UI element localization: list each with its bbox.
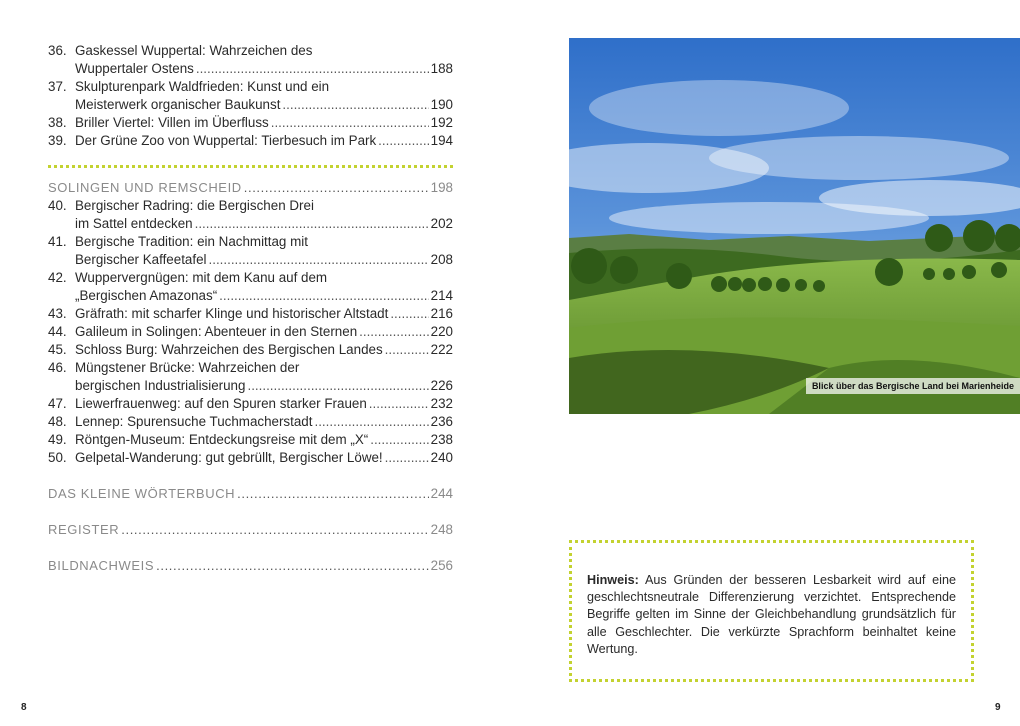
dot-leader xyxy=(237,485,428,503)
note-label: Hinweis: xyxy=(587,573,639,587)
entry-line xyxy=(48,96,453,114)
dot-leader xyxy=(209,251,429,269)
entry-line xyxy=(48,359,453,377)
section-title: SOLINGEN UND REMSCHEID xyxy=(48,180,242,195)
toc-entry[interactable] xyxy=(48,233,453,269)
page-ref: 216 xyxy=(430,306,453,321)
toc-entry[interactable] xyxy=(48,431,453,449)
section-title: DAS KLEINE WÖRTERBUCH xyxy=(48,486,236,501)
dot-leader xyxy=(370,431,428,449)
entry-title-line: Gelpetal-Wanderung: gut gebrüllt, Bergischer Löwe! xyxy=(75,450,383,465)
note-body: Aus Gründen der besseren Lesbarkeit wird auf eine geschlechtsneutrale Differenzierung verzichtet. Entsprechende Begriffe gelten im Sinne der Gleichbehandlung grundsätzlich für alle Geschlechter. Die verkürzte Sprachform beinhaltet keine Wertung. xyxy=(587,573,956,656)
entry-line xyxy=(48,215,453,233)
entry-title-line: Röntgen-Museum: Entdeckungsreise mit dem „X“ xyxy=(75,432,369,447)
note-text xyxy=(587,572,956,658)
section-title: BILDNACHWEIS xyxy=(48,558,155,573)
entry-line xyxy=(48,341,453,359)
entry-title-line: Liewerfrauenweg: auf den Spuren starker Frauen xyxy=(75,396,367,411)
toc-entries-solingen xyxy=(48,197,453,467)
entry-title-line: Gaskessel Wuppertal: Wahrzeichen des xyxy=(75,43,313,58)
page-ref: 232 xyxy=(430,396,453,411)
entry-title-line: bergischen Industrialisierung xyxy=(75,378,246,393)
entry-number: 42. xyxy=(48,270,67,285)
toc-entry[interactable] xyxy=(48,197,453,233)
entry-number: 40. xyxy=(48,198,67,213)
entry-line xyxy=(48,114,453,132)
entry-title-line: Bergische Tradition: ein Nachmittag mit xyxy=(75,234,308,249)
entry-line xyxy=(48,132,453,150)
landscape-illustration xyxy=(569,38,1020,414)
entry-line xyxy=(48,233,453,251)
entry-number: 39. xyxy=(48,133,67,148)
toc-entries-wuppertal xyxy=(48,42,453,150)
table-of-contents xyxy=(48,42,453,575)
toc-section[interactable] xyxy=(48,521,453,539)
page-ref: 194 xyxy=(430,133,453,148)
toc-tail-sections xyxy=(48,485,453,575)
entry-title-line: Der Grüne Zoo von Wuppertal: Tierbesuch im Park xyxy=(75,133,377,148)
toc-section-solingen-remscheid[interactable] xyxy=(48,179,453,197)
dot-leader xyxy=(196,60,429,78)
toc-entry[interactable] xyxy=(48,359,453,395)
entry-title-line: Skulpturenpark Waldfrieden: Kunst und ein xyxy=(75,79,330,94)
entry-title-line: Galileum in Solingen: Abenteuer in den Sternen xyxy=(75,324,358,339)
toc-entry[interactable] xyxy=(48,269,453,305)
entry-number: 38. xyxy=(48,115,67,130)
entry-line xyxy=(48,78,453,96)
dot-leader xyxy=(359,323,429,341)
page-ref: 248 xyxy=(430,522,453,537)
entry-title-line: Schloss Burg: Wahrzeichen des Bergischen Landes xyxy=(75,342,383,357)
landscape-photo xyxy=(569,38,1020,414)
page-ref: 214 xyxy=(430,288,453,303)
entry-title-line: „Bergischen Amazonas“ xyxy=(75,288,218,303)
entry-line xyxy=(48,395,453,413)
toc-entry[interactable] xyxy=(48,449,453,467)
dot-leader xyxy=(244,179,429,197)
entry-line xyxy=(48,42,453,60)
page-ref: 256 xyxy=(430,558,453,573)
toc-section[interactable] xyxy=(48,485,453,503)
dot-leader xyxy=(156,557,428,575)
toc-entry[interactable] xyxy=(48,323,453,341)
entry-number: 46. xyxy=(48,360,67,375)
dot-leader xyxy=(247,377,428,395)
page-ref: 244 xyxy=(430,486,453,501)
dot-leader xyxy=(121,521,428,539)
section-title: REGISTER xyxy=(48,522,120,537)
toc-entry[interactable] xyxy=(48,341,453,359)
toc-section[interactable] xyxy=(48,557,453,575)
entry-title-line: Gräfrath: mit scharfer Klinge und historischer Altstadt xyxy=(75,306,389,321)
page-ref: 192 xyxy=(430,115,453,130)
entry-title-line: Meisterwerk organischer Baukunst xyxy=(75,97,281,112)
entry-title-line: Wuppervergnügen: mit dem Kanu auf dem xyxy=(75,270,328,285)
page-ref: 208 xyxy=(430,252,453,267)
page-number-left: 8 xyxy=(21,702,27,713)
entry-number: 48. xyxy=(48,414,67,429)
entry-number: 49. xyxy=(48,432,67,447)
page-ref: 220 xyxy=(430,324,453,339)
entry-line xyxy=(48,377,453,395)
dot-leader xyxy=(314,413,428,431)
dot-leader xyxy=(282,96,428,114)
entry-line xyxy=(48,197,453,215)
dot-leader xyxy=(369,395,429,413)
entry-number: 44. xyxy=(48,324,67,339)
toc-entry[interactable] xyxy=(48,395,453,413)
entry-line xyxy=(48,431,453,449)
dot-leader xyxy=(271,114,429,132)
entry-line xyxy=(48,287,453,305)
entry-line xyxy=(48,60,453,78)
page-ref: 198 xyxy=(430,180,453,195)
entry-title-line: im Sattel entdecken xyxy=(75,216,193,231)
entry-number: 36. xyxy=(48,43,67,58)
entry-number: 45. xyxy=(48,342,67,357)
entry-title-line: Bergischer Radring: die Bergischen Drei xyxy=(75,198,314,213)
note-box xyxy=(569,540,974,682)
page-ref: 240 xyxy=(430,450,453,465)
toc-entry[interactable] xyxy=(48,114,453,132)
entry-line xyxy=(48,413,453,431)
entry-line xyxy=(48,449,453,467)
toc-entry[interactable] xyxy=(48,132,453,150)
entry-title-line: Bergischer Kaffeetafel xyxy=(75,252,207,267)
dot-leader xyxy=(378,132,428,150)
page-ref: 190 xyxy=(430,97,453,112)
entry-number: 43. xyxy=(48,306,67,321)
toc-entry[interactable] xyxy=(48,413,453,431)
photo-caption: Blick über das Bergische Land bei Marienheide xyxy=(806,378,1020,394)
dotted-separator xyxy=(48,165,453,168)
entry-line xyxy=(48,269,453,287)
entry-title-line: Müngstener Brücke: Wahrzeichen der xyxy=(75,360,300,375)
page-ref: 226 xyxy=(430,378,453,393)
toc-entry[interactable] xyxy=(48,305,453,323)
page-ref: 236 xyxy=(430,414,453,429)
page-ref: 188 xyxy=(430,61,453,76)
toc-entry[interactable] xyxy=(48,42,453,78)
dot-leader xyxy=(219,287,428,305)
dot-leader xyxy=(385,449,429,467)
dot-leader xyxy=(195,215,429,233)
entry-number: 37. xyxy=(48,79,67,94)
entry-number: 41. xyxy=(48,234,67,249)
entry-title-line: Wuppertaler Ostens xyxy=(75,61,194,76)
page-ref: 202 xyxy=(430,216,453,231)
page-ref: 222 xyxy=(430,342,453,357)
entry-number: 50. xyxy=(48,450,67,465)
entry-line xyxy=(48,251,453,269)
page-ref: 238 xyxy=(430,432,453,447)
entry-title-line: Briller Viertel: Villen im Überfluss xyxy=(75,115,269,130)
page-number-right: 9 xyxy=(995,702,1001,713)
toc-entry[interactable] xyxy=(48,78,453,114)
entry-title-line: Lennep: Spurensuche Tuchmacherstadt xyxy=(75,414,313,429)
entry-line xyxy=(48,323,453,341)
entry-line xyxy=(48,305,453,323)
dot-leader xyxy=(385,341,429,359)
entry-number: 47. xyxy=(48,396,67,411)
dot-leader xyxy=(390,305,428,323)
